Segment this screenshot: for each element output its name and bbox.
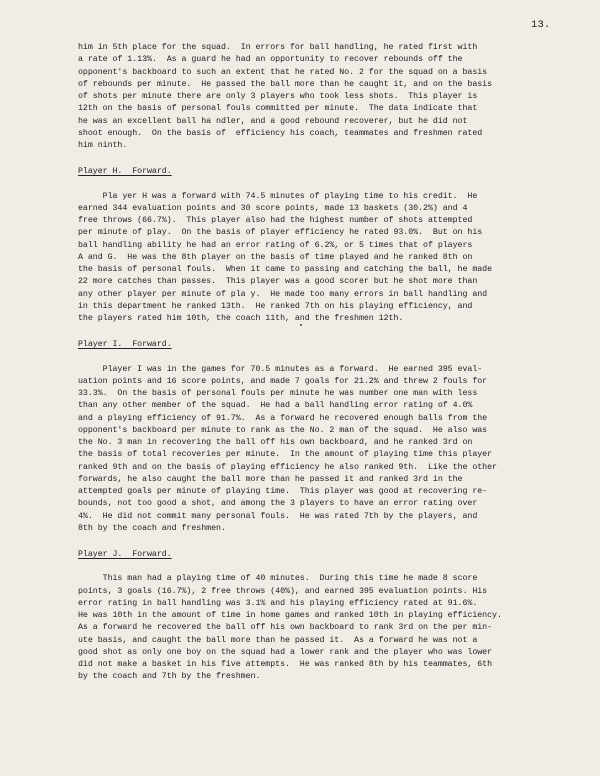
section-heading-player-j: Player J. Forward. [78, 550, 172, 559]
section-paragraph-player-i: Player I was in the games for 70.5 minutes as a forward. He earned 395 eval- uation points and 16 score points, and made 7 goals for 21.2% and threw 2 fouls for 33.3%. On the basis of personal fouls per minute he was number one man with less than any other member of the squad. He had a ball handling error rating of 4.0% and a playing efficiency of 91.7%. As a forward he recovered enough balls from the opponent's backboard per minute to rank as the No. 2 man of the squad. He also was the No. 3 man in recovering the ball off his own backboard, and he ranked 3rd on the basis of total recoveries per minute. In the amount of playing time this player ranked 9th and on the basis of playing efficiency he also ranked 9th. Like the other forwards, he also caught the ball more than he passed it and ranked 3rd in the attempted goals per minute of playing time. This player was good at recovering re- bounds, not too good a shot, and among the 3 players to have an error rating over 4%. He did not commit many personal fouls. He was rated 7th by the players, and 8th by the coach and freshmen. [78, 364, 497, 533]
spacer [78, 152, 552, 166]
section-heading-player-h: Player H. Forward. [78, 167, 172, 177]
spacer [78, 561, 552, 573]
spacer [78, 179, 552, 191]
document-body [78, 42, 552, 684]
section-heading-player-i: Player I. Forward. [78, 340, 172, 350]
ink-speck [300, 324, 302, 326]
spacer [78, 352, 552, 364]
section-paragraph-player-j: This man had a playing time of 40 minutes. During this time he made 8 score points, 3 goals (16.7%), 2 free throws (40%), and earned 395 evaluation points. His error rating in ball handling was 3.1% and his playing efficiency rated at 91.6%. He was 10th in the amount of time in home games and ranked 10th in playing efficiency. As a forward he recovered the ball off his own backboard to rank 3rd on the per min- ute basis, and caught the ball more than he passed it. As a forward he was not a good shot as only one boy on the squad had a lower rank and the player who was lower did not make a basket in his five attempts. He was ranked 8th by his teammates, 6th by the coach and 7th by the freshmen. [78, 574, 502, 682]
page-number: 13. [531, 19, 551, 31]
spacer [78, 535, 552, 549]
section-paragraph-player-h: Pla yer H was a forward with 74.5 minutes of playing time to his credit. He earned 344 evaluation points and 30 score points, made 13 baskets (30.2%) and 4 free throws (66.7%). This player also had the highest number of shots attempted per minute of play. On the basis of player efficiency he rated 93.0%. But on his ball handling ability he had an error rating of 6.2%, or 5 times that of players A and G. He was the 8th player on the basis of time played and he ranked 8th on the basis of personal fouls. When it came to passing and catching the ball, he made 22 more catches than passes. This player was a good scorer but he shot more than any other player per minute of pla y. He made too many errors in ball handling and in this department he ranked 13th. He ranked 7th on his playing efficiency, and the players rated him 10th, the coach 11th, and the freshmen 12th. [78, 191, 493, 323]
intro-paragraph: him in 5th place for the squad. In errors for ball handling, he rated first with a rate of 1.13%. As a guard he had an opportunity to recover rebounds off the opponent's backboard to such an extent that he rated No. 2 for the squad on a basis of rebounds per minute. He passed the ball more than he caught it, and on the basis of shots per minute there are only 3 players who took less shots. This player is 12th on the basis of personal fouls committed per minute. The data indicate that he was an excellent ball ha ndler, and a good rebound recoverer, but he did not shoot enough. On the basis of efficiency his coach, teammates and freshmen rated him ninth. [78, 43, 493, 150]
spacer [78, 325, 552, 339]
